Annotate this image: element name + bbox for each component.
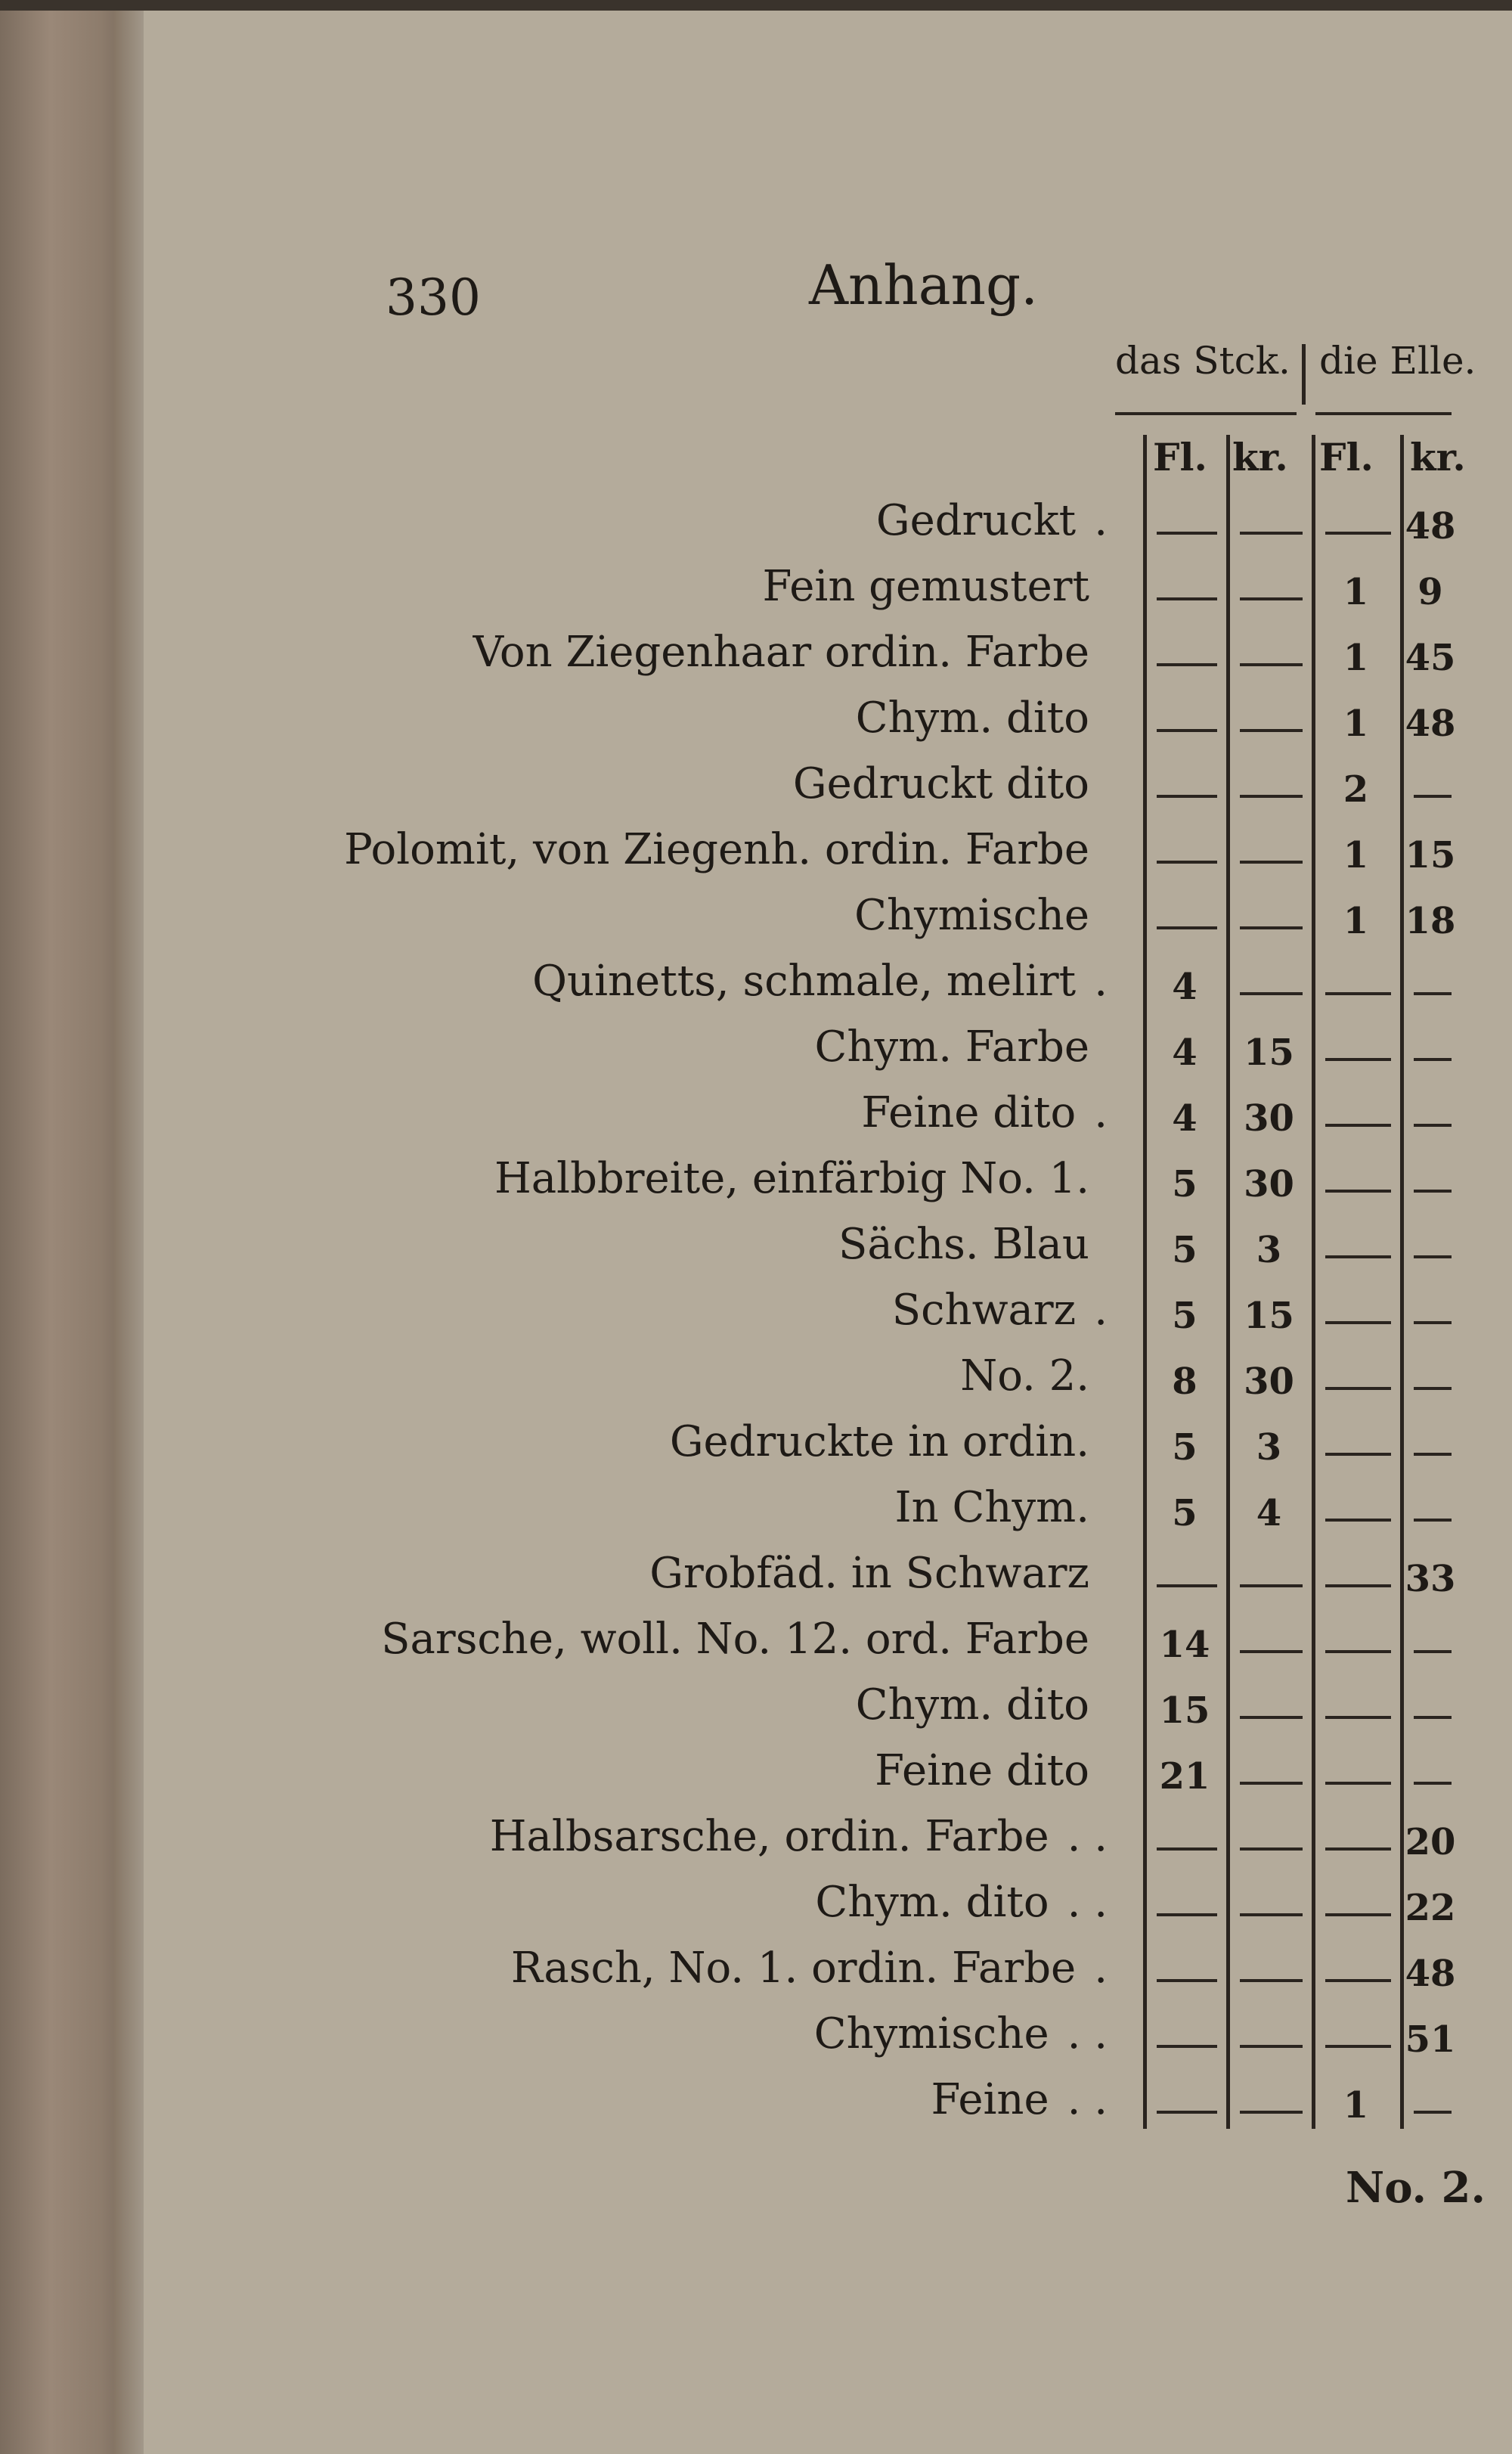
cell-dash [1240, 1716, 1303, 1719]
cell-value [1327, 509, 1328, 510]
cell-dash [1157, 597, 1217, 600]
cell-dash [1240, 1913, 1303, 1916]
cell-value [1241, 1693, 1242, 1694]
cell-value: 30 [1244, 1097, 1294, 1140]
row-label-text: Sarsche, woll. No. 12. ord. Farbe [381, 1615, 1089, 1664]
cell-value [1415, 1298, 1416, 1299]
currency-header-piece-kr: kr. [1232, 435, 1288, 479]
unit-ell-header: die Elle. [1319, 339, 1476, 383]
cell-dash [1240, 926, 1303, 929]
cell-dash [1325, 1847, 1391, 1851]
cell-value: 48 [1405, 703, 1456, 745]
row-label [815, 1022, 1108, 1072]
row-label [490, 1812, 1108, 1861]
cell-value: 5 [1172, 1492, 1198, 1534]
cell-value: 4 [1256, 1492, 1282, 1534]
row-label [344, 825, 1108, 874]
cell-value [1415, 1035, 1416, 1036]
running-head: Anhang. [809, 253, 1039, 317]
cell-dash [1414, 795, 1452, 798]
cell-dash [1414, 1782, 1452, 1785]
row-label [670, 1417, 1108, 1466]
row-leader: . . [1067, 2075, 1108, 2124]
cell-dash [1325, 1519, 1391, 1522]
cell-value [1327, 1430, 1328, 1431]
cell-value [1241, 772, 1242, 773]
cell-value: 1 [1343, 2084, 1369, 2127]
row-label-text: Halbsarsche, ordin. Farbe [489, 1812, 1049, 1861]
row-label-text: Sächs. Blau [838, 1220, 1089, 1269]
page [144, 0, 1512, 2454]
cell-dash [1414, 992, 1452, 995]
row-label [793, 759, 1108, 808]
cell-value: 18 [1405, 900, 1456, 942]
cell-dash [1325, 1716, 1391, 1719]
row-label [762, 562, 1108, 611]
row-leader: . [1094, 496, 1108, 545]
cell-dash [1325, 1387, 1391, 1390]
row-label-text: Chymische [854, 891, 1089, 940]
cell-value [1327, 1101, 1328, 1102]
row-label-text: Grobfäd. in Schwarz [649, 1549, 1089, 1598]
cell-value [1415, 1496, 1416, 1497]
cell-value [1241, 1825, 1242, 1826]
cell-dash [1157, 926, 1217, 929]
row-label [875, 1746, 1108, 1795]
cell-dash [1157, 1847, 1217, 1851]
cell-dash [1240, 1979, 1303, 1982]
column-rule-2 [1226, 435, 1230, 2129]
currency-header-ell-fl: Fl. [1319, 435, 1374, 479]
cell-value [1327, 1627, 1328, 1628]
cell-value [1415, 1364, 1416, 1365]
cell-value [1415, 2088, 1416, 2089]
cell-dash [1157, 2045, 1217, 2048]
cell-dash [1325, 1913, 1391, 1916]
cell-value: 14 [1159, 1624, 1210, 1666]
row-label-text: Feine dito [875, 1746, 1089, 1795]
cell-dash [1414, 1453, 1452, 1456]
cell-value: 21 [1159, 1755, 1210, 1798]
cell-value: 1 [1343, 703, 1369, 745]
row-label-text: Rasch, No. 1. ordin. Farbe [510, 1944, 1077, 1993]
cell-dash [1157, 795, 1217, 798]
row-leader: . . [1067, 2009, 1108, 2058]
row-leader: . [1094, 1944, 1108, 1993]
unit-ell-rule [1315, 412, 1452, 415]
cell-value: 30 [1244, 1360, 1294, 1403]
cell-dash [1414, 1321, 1452, 1324]
row-label [649, 1549, 1108, 1598]
cell-dash [1325, 1650, 1391, 1653]
row-label-text: Chym. dito [815, 1878, 1049, 1927]
cell-dash [1414, 1124, 1452, 1127]
cell-dash [1325, 2045, 1391, 2048]
cell-value: 20 [1405, 1821, 1456, 1863]
cell-dash [1240, 663, 1303, 666]
unit-piece-rule [1115, 412, 1297, 415]
cell-dash [1325, 1782, 1391, 1785]
cell-value [1158, 2022, 1159, 2023]
catchword: No. 2. [1346, 2163, 1486, 2213]
unit-piece-header: das Stck. [1115, 339, 1290, 383]
cell-dash [1325, 1453, 1391, 1456]
cell-dash [1240, 2111, 1303, 2114]
cell-dash [1240, 1650, 1303, 1653]
cell-dash [1157, 2111, 1217, 2114]
cell-dash [1157, 1584, 1217, 1587]
row-label-text: No. 2. [960, 1351, 1089, 1401]
cell-value [1415, 1430, 1416, 1431]
top-edge [0, 0, 1512, 11]
cell-value [1158, 772, 1159, 773]
cell-value [1415, 772, 1416, 773]
cell-value: 5 [1172, 1163, 1198, 1205]
cell-dash [1414, 1058, 1452, 1061]
cell-dash [1240, 992, 1303, 995]
cell-value [1415, 1759, 1416, 1760]
unit-divider [1302, 344, 1306, 405]
row-label-text: Gedruckte in ordin. [669, 1417, 1089, 1466]
page-gutter [113, 0, 144, 2454]
cell-value [1327, 1298, 1328, 1299]
cell-value: 2 [1343, 768, 1369, 811]
cell-value: 4 [1172, 1032, 1198, 1074]
column-rule-3 [1312, 435, 1315, 2129]
cell-dash [1325, 1124, 1391, 1127]
cell-value [1241, 2022, 1242, 2023]
cell-value: 30 [1244, 1163, 1294, 1205]
row-label-text: Gedruckt [875, 496, 1077, 545]
cell-value: 33 [1405, 1558, 1456, 1600]
cell-dash [1157, 861, 1217, 864]
row-label [532, 957, 1108, 1006]
cell-dash [1325, 1058, 1391, 1061]
row-leader: . [1094, 1286, 1108, 1335]
cell-dash [1240, 597, 1303, 600]
cell-dash [1414, 1190, 1452, 1193]
cell-value: 15 [1244, 1032, 1294, 1074]
row-label-text: Schwarz [891, 1286, 1077, 1335]
cell-value: 22 [1405, 1887, 1456, 1929]
cell-dash [1414, 1716, 1452, 1719]
row-label [854, 891, 1108, 940]
cell-dash [1240, 1782, 1303, 1785]
cell-value: 5 [1172, 1295, 1198, 1337]
cell-value: 48 [1405, 1953, 1456, 1995]
row-label [838, 1220, 1108, 1269]
cell-dash [1240, 861, 1303, 864]
cell-dash [1414, 1650, 1452, 1653]
cell-dash [1157, 1913, 1217, 1916]
cell-dash [1240, 1847, 1303, 1851]
row-label [511, 1944, 1108, 1993]
cell-value [1327, 1956, 1328, 1957]
row-label-text: Quinetts, schmale, melirt [532, 957, 1077, 1006]
row-label-text: In Chym. [894, 1483, 1089, 1532]
cell-dash [1240, 2045, 1303, 2048]
cell-value: 8 [1172, 1360, 1198, 1403]
cell-value [1415, 1101, 1416, 1102]
row-label-text: Gedruckt dito [792, 759, 1089, 808]
cell-dash [1240, 1584, 1303, 1587]
cell-value [1327, 1035, 1328, 1036]
row-label [856, 693, 1108, 743]
cell-value [1241, 706, 1242, 707]
cell-value [1158, 706, 1159, 707]
row-label [856, 1680, 1108, 1730]
cell-value [1327, 2022, 1328, 2023]
cell-value [1327, 1167, 1328, 1168]
row-leader: . . [1067, 1812, 1108, 1861]
row-label [814, 2009, 1108, 2058]
cell-value [1415, 1693, 1416, 1694]
cell-value: 15 [1405, 834, 1456, 876]
row-label [861, 1088, 1108, 1137]
cell-dash [1240, 729, 1303, 732]
cell-value: 5 [1172, 1426, 1198, 1469]
cell-value [1241, 1627, 1242, 1628]
cell-value [1158, 1825, 1159, 1826]
row-label [473, 628, 1108, 677]
cell-value [1327, 1496, 1328, 1497]
cell-dash [1157, 1979, 1217, 1982]
cell-dash [1325, 1255, 1391, 1258]
cell-dash [1325, 532, 1391, 535]
cell-value: 5 [1172, 1229, 1198, 1271]
currency-header-piece-fl: Fl. [1153, 435, 1207, 479]
cell-value [1327, 1364, 1328, 1365]
cell-dash [1325, 1190, 1391, 1193]
row-leader: . [1094, 957, 1108, 1006]
row-label-text: Feine dito [861, 1088, 1077, 1137]
cell-value: 15 [1159, 1689, 1210, 1732]
cell-value: 9 [1418, 571, 1443, 613]
row-label-text: Fein gemustert [762, 562, 1089, 611]
cell-value [1158, 509, 1159, 510]
row-label-text: Chymische [813, 2009, 1049, 2058]
cell-value [1327, 1759, 1328, 1760]
row-label-text: Chym. Farbe [814, 1022, 1089, 1072]
cell-value: 48 [1405, 505, 1456, 548]
cell-value: 15 [1244, 1295, 1294, 1337]
cell-value: 1 [1343, 571, 1369, 613]
cell-value [1241, 2088, 1242, 2089]
cell-dash [1414, 1387, 1452, 1390]
cell-dash [1157, 663, 1217, 666]
row-label-text: Halbbreite, einfärbig No. 1. [494, 1154, 1089, 1203]
row-label [381, 1615, 1108, 1664]
cell-value [1158, 838, 1159, 839]
cell-dash [1325, 1979, 1391, 1982]
row-leader: . . [1067, 1878, 1108, 1927]
column-rule-1 [1143, 435, 1147, 2129]
currency-header-ell-kr: kr. [1410, 435, 1466, 479]
row-label [494, 1154, 1108, 1203]
cell-value [1158, 1956, 1159, 1957]
row-label [892, 1286, 1108, 1335]
cell-value: 45 [1405, 637, 1456, 679]
row-label-text: Chym. dito [855, 1680, 1089, 1730]
cell-value: 3 [1256, 1229, 1282, 1271]
row-label-text: Feine [931, 2075, 1049, 2124]
cell-value: 1 [1343, 834, 1369, 876]
cell-dash [1414, 2111, 1452, 2114]
cell-dash [1414, 1255, 1452, 1258]
row-label-text: Polomit, von Ziegenh. ordin. Farbe [344, 825, 1089, 874]
cell-dash [1414, 1519, 1452, 1522]
row-leader: . [1094, 1088, 1108, 1137]
page-number: 330 [386, 268, 481, 327]
cell-dash [1240, 532, 1303, 535]
cell-value: 1 [1343, 637, 1369, 679]
row-label-text: Chym. dito [855, 693, 1089, 743]
cell-value: 4 [1172, 1097, 1198, 1140]
cell-value: 1 [1343, 900, 1369, 942]
cell-value [1327, 1825, 1328, 1826]
row-label [960, 1351, 1108, 1401]
cell-value: 51 [1405, 2018, 1456, 2061]
row-label [895, 1483, 1108, 1532]
cell-value: 3 [1256, 1426, 1282, 1469]
row-label [876, 496, 1108, 545]
cell-dash [1325, 992, 1391, 995]
row-label-text: Von Ziegenhaar ordin. Farbe [472, 628, 1089, 677]
cell-value: 4 [1172, 966, 1198, 1008]
cell-dash [1240, 795, 1303, 798]
cell-dash [1157, 532, 1217, 535]
row-label [931, 2075, 1108, 2124]
cell-value [1241, 1759, 1242, 1760]
cell-value [1327, 1693, 1328, 1694]
cell-dash [1157, 729, 1217, 732]
cell-value [1415, 1167, 1416, 1168]
row-label [815, 1878, 1108, 1927]
cell-dash [1325, 1584, 1391, 1587]
cell-dash [1325, 1321, 1391, 1324]
cell-value [1158, 2088, 1159, 2089]
cell-value [1241, 838, 1242, 839]
column-rule-4 [1400, 435, 1404, 2129]
cell-value [1415, 1627, 1416, 1628]
cell-value [1241, 1956, 1242, 1957]
cell-value [1241, 509, 1242, 510]
